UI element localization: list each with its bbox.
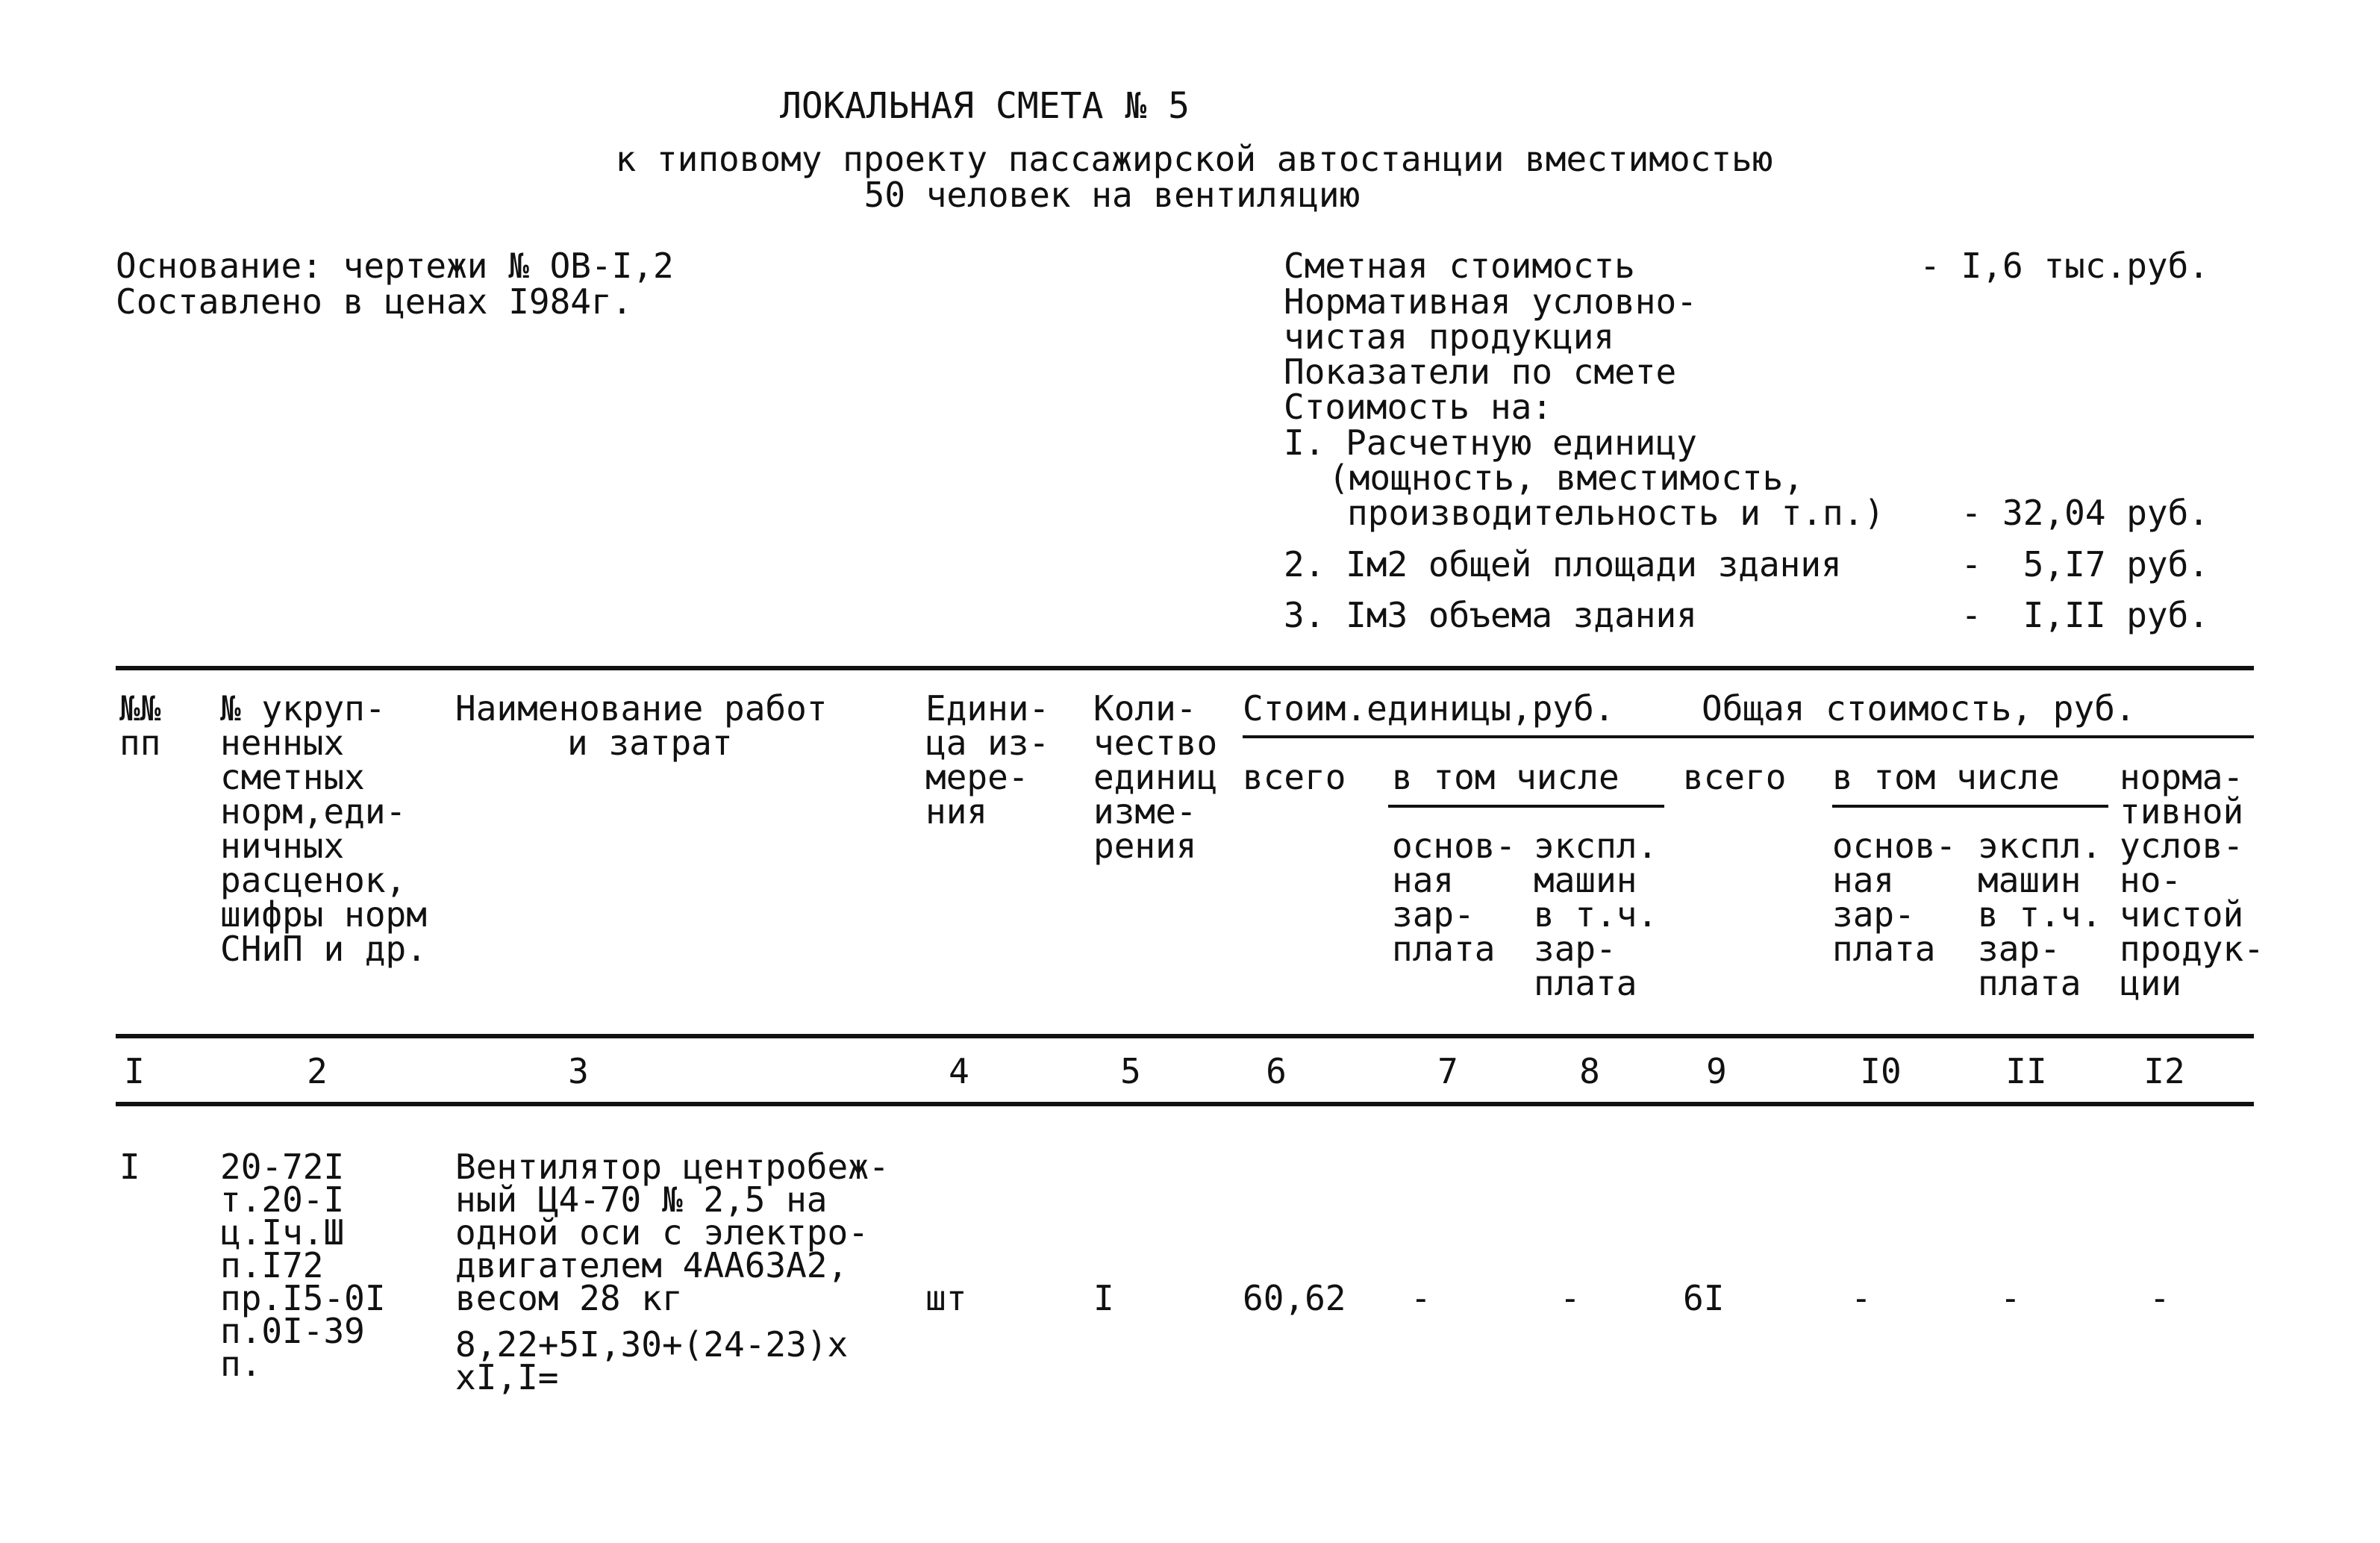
normative-label-2: чистая продукция bbox=[1284, 317, 1615, 357]
total-cost-base-salary: - bbox=[1851, 1278, 1872, 1318]
row-number: I bbox=[119, 1147, 140, 1187]
unit-label-2: (мощность, вместимость, bbox=[1328, 458, 1804, 498]
total-including-header: в том числе bbox=[1832, 757, 2060, 797]
work-name-1: Вентилятор центробеж- bbox=[455, 1147, 890, 1187]
unit-machines-header-2: машин bbox=[1534, 860, 1637, 900]
basis-prices: Составлено в ценах I984г. bbox=[116, 281, 633, 322]
area-label: 2. Iм2 общей площади здания bbox=[1284, 544, 1842, 585]
calc-line-1: 8,22+5I,30+(24-23)х bbox=[455, 1324, 849, 1365]
col3-header-2: и затрат bbox=[567, 723, 733, 763]
column-number-12: I2 bbox=[2143, 1051, 2185, 1091]
unit-machines-header-3: в т.ч. bbox=[1534, 894, 1658, 935]
col2-header-4: норм,еди- bbox=[220, 791, 407, 832]
normative-header-5: чистой bbox=[2120, 894, 2244, 935]
col3-header-1: Наименование работ bbox=[455, 688, 828, 729]
col5-header-4: изме- bbox=[1093, 791, 1197, 832]
column-number-9: 9 bbox=[1706, 1051, 1727, 1091]
norm-code-7: п. bbox=[220, 1344, 262, 1384]
total-total-header: всего bbox=[1683, 757, 1787, 797]
total-base-salary-header-3: зар- bbox=[1832, 894, 1915, 935]
unit-value: - 32,04 руб. bbox=[1961, 493, 2209, 533]
work-name-5: весом 28 кг bbox=[455, 1278, 683, 1318]
work-name-3: одной оси с электро- bbox=[455, 1212, 869, 1253]
unit-machines-header-1: экспл. bbox=[1534, 826, 1658, 866]
total-machines-header-5: плата bbox=[1978, 963, 2081, 1003]
col5-header-3: единиц bbox=[1093, 757, 1218, 797]
col2-header-1: № укруп- bbox=[220, 688, 386, 729]
normative-product: - bbox=[2149, 1278, 2170, 1318]
basis-drawings: Основание: чертежи № ОВ-I,2 bbox=[116, 246, 674, 286]
col1-header-1: №№ bbox=[119, 688, 161, 729]
normative-header-6: продук- bbox=[2120, 929, 2264, 969]
unit-label-1: I. Расчетную единицу bbox=[1284, 423, 1697, 463]
total-machines-header-3: в т.ч. bbox=[1978, 894, 2102, 935]
unit-including-header: в том числе bbox=[1392, 757, 1620, 797]
unit-machines-header-5: плата bbox=[1534, 963, 1637, 1003]
total-base-salary-header-4: плата bbox=[1832, 929, 1936, 969]
unit-cost-total: 60,62 bbox=[1243, 1278, 1346, 1318]
column-number-rule bbox=[116, 1102, 2254, 1106]
header-bottom-rule bbox=[116, 1034, 2254, 1038]
indicators-label: Показатели по смете bbox=[1284, 352, 1677, 392]
col2-header-6: расценок, bbox=[220, 860, 407, 900]
normative-header-2: тивной bbox=[2120, 791, 2244, 832]
normative-header-3: услов- bbox=[2120, 826, 2244, 866]
column-number-1: I bbox=[124, 1051, 145, 1091]
total-machines-header-4: зар- bbox=[1978, 929, 2061, 969]
norm-code-2: т.20-I bbox=[220, 1179, 345, 1220]
col5-header-5: рения bbox=[1093, 826, 1197, 866]
norm-code-4: п.I72 bbox=[220, 1245, 324, 1285]
norm-code-6: п.0I-39 bbox=[220, 1311, 365, 1351]
volume-value: - I,II руб. bbox=[1961, 595, 2209, 635]
estimated-cost-label: Сметная стоимость bbox=[1284, 246, 1635, 286]
col2-header-3: сметных bbox=[220, 757, 365, 797]
col5-header-1: Коли- bbox=[1093, 688, 1197, 729]
unit-cost-machines: - bbox=[1560, 1278, 1581, 1318]
column-number-10: I0 bbox=[1860, 1051, 1902, 1091]
column-number-11: II bbox=[2005, 1051, 2047, 1091]
total-base-salary-header-1: основ- bbox=[1832, 826, 1957, 866]
column-number-3: 3 bbox=[568, 1051, 589, 1091]
unit-of-measure: шт bbox=[925, 1278, 967, 1318]
total-machines-header-2: машин bbox=[1978, 860, 2081, 900]
normative-header-1: норма- bbox=[2120, 757, 2244, 797]
unit-including-rule bbox=[1388, 805, 1664, 808]
table-top-rule bbox=[116, 666, 2254, 670]
column-number-5: 5 bbox=[1120, 1051, 1141, 1091]
total-including-rule bbox=[1832, 805, 2108, 808]
unit-cost-group-header: Стоим.единицы,руб. bbox=[1243, 688, 1615, 729]
total-cost-group-header: Общая стоимость, руб. bbox=[1702, 688, 2136, 729]
col1-header-2: пп bbox=[119, 723, 161, 763]
col2-header-2: ненных bbox=[220, 723, 345, 763]
total-machines-header-1: экспл. bbox=[1978, 826, 2102, 866]
unit-base-salary-header-3: зар- bbox=[1392, 894, 1475, 935]
unit-base-salary-header-2: ная bbox=[1392, 860, 1455, 900]
normative-label-1: Нормативная условно- bbox=[1284, 281, 1697, 322]
document-title: ЛОКАЛЬНАЯ СМЕТА № 5 bbox=[780, 85, 1190, 127]
norm-code-1: 20-72I bbox=[220, 1147, 345, 1187]
col4-header-3: мере- bbox=[925, 757, 1029, 797]
col4-header-1: Едини- bbox=[925, 688, 1050, 729]
unit-total-header: всего bbox=[1243, 757, 1346, 797]
unit-base-salary-header-4: плата bbox=[1392, 929, 1496, 969]
normative-header-4: но- bbox=[2120, 860, 2182, 900]
col4-header-2: ца из- bbox=[925, 723, 1050, 763]
unit-base-salary-header-1: основ- bbox=[1392, 826, 1517, 866]
normative-header-7: ции bbox=[2120, 963, 2182, 1003]
col2-header-7: шифры норм bbox=[220, 894, 427, 935]
area-value: - 5,I7 руб. bbox=[1961, 544, 2209, 585]
calc-line-2: хI,I= bbox=[455, 1357, 559, 1397]
norm-code-3: ц.Iч.Ш bbox=[220, 1212, 345, 1253]
volume-label: 3. Iм3 объема здания bbox=[1284, 595, 1697, 635]
unit-cost-base-salary: - bbox=[1411, 1278, 1431, 1318]
unit-machines-header-4: зар- bbox=[1534, 929, 1617, 969]
column-number-6: 6 bbox=[1266, 1051, 1287, 1091]
norm-code-5: пр.I5-0I bbox=[220, 1278, 386, 1318]
cost-on-label: Стоимость на: bbox=[1284, 387, 1553, 427]
quantity: I bbox=[1093, 1278, 1114, 1318]
col4-header-4: ния bbox=[925, 791, 988, 832]
column-number-7: 7 bbox=[1437, 1051, 1458, 1091]
column-number-2: 2 bbox=[307, 1051, 328, 1091]
col5-header-2: чество bbox=[1093, 723, 1218, 763]
total-cost: 6I bbox=[1683, 1278, 1725, 1318]
work-name-2: ный Ц4-70 № 2,5 на bbox=[455, 1179, 828, 1220]
col2-header-8: СНиП и др. bbox=[220, 929, 427, 969]
subtitle-line-1: к типовому проекту пассажирской автостанции вместимостью bbox=[615, 139, 1773, 179]
estimated-cost-value: - I,6 тыс.руб. bbox=[1920, 246, 2209, 286]
subtitle-line-2: 50 человек на вентиляцию bbox=[863, 175, 1361, 215]
col2-header-5: ничных bbox=[220, 826, 345, 866]
total-base-salary-header-2: ная bbox=[1832, 860, 1895, 900]
cost-group-rule bbox=[1243, 735, 2254, 738]
unit-label-3: производительность и т.п.) bbox=[1347, 493, 1885, 533]
column-number-8: 8 bbox=[1579, 1051, 1600, 1091]
total-cost-machines: - bbox=[2000, 1278, 2021, 1318]
work-name-4: двигателем 4АА63А2, bbox=[455, 1245, 849, 1285]
column-number-4: 4 bbox=[949, 1051, 969, 1091]
